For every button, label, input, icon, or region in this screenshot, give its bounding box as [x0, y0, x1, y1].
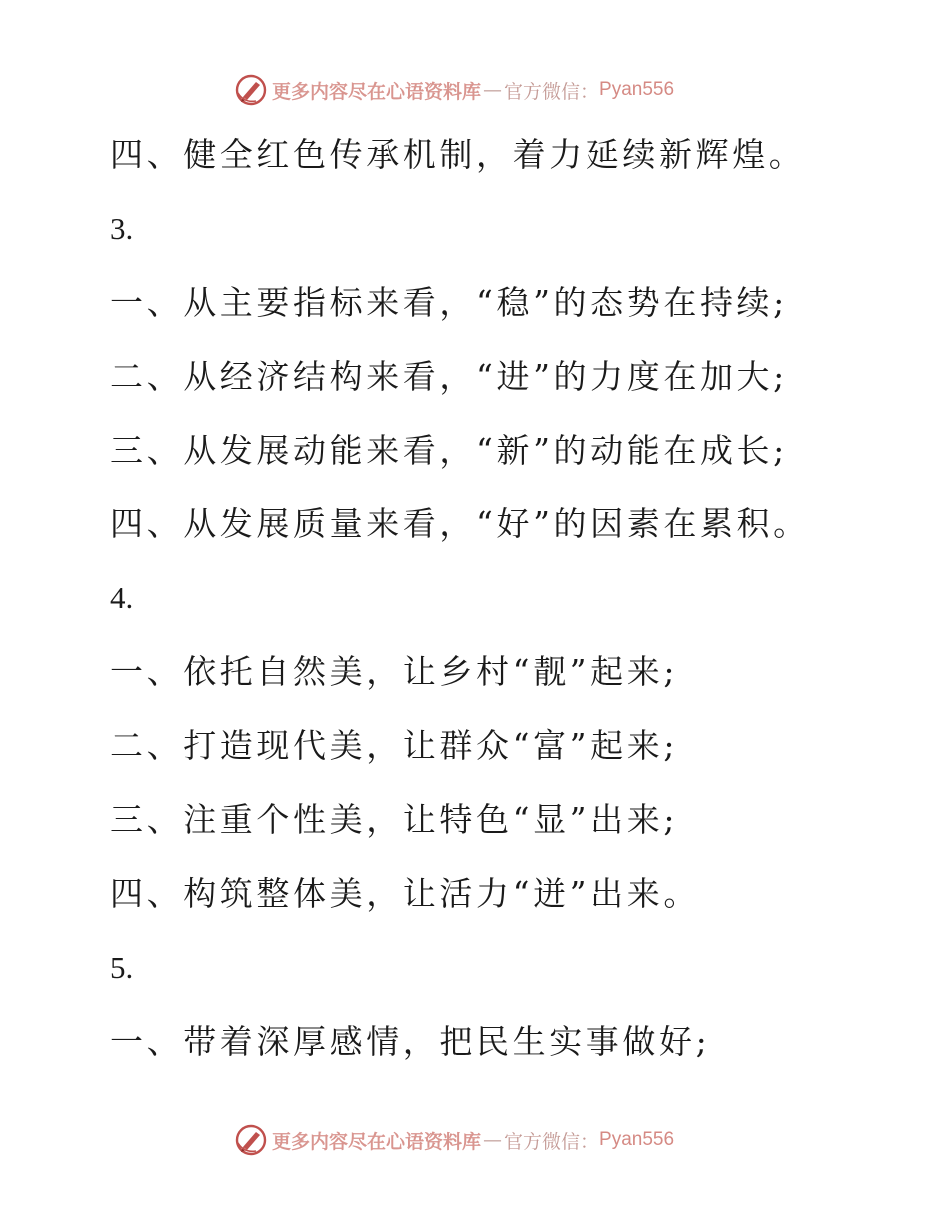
text-line: 一、依托自然美，让乡村“靓”起来; — [110, 652, 679, 692]
text-line: 二、打造现代美，让群众“富”起来; — [110, 726, 679, 766]
header-watermark — [234, 72, 674, 108]
text-line: 一、从主要指标来看，“稳”的态势在持续; — [110, 282, 788, 322]
footer-watermark — [234, 1122, 674, 1158]
watermark-text: 更多内容尽在心语资料库 — [272, 1130, 482, 1153]
watermark-wechat-label: 官方微信： — [504, 1130, 600, 1153]
watermark-text: 更多内容尽在心语资料库 — [272, 80, 482, 103]
watermark-wechat-id: Pyan556 — [599, 1129, 675, 1150]
text-line: 二、从经济结构来看，“进”的力度在加大; — [110, 356, 788, 396]
section-number: 4. — [110, 580, 134, 616]
watermark-dash: — — [483, 1129, 503, 1151]
text-line: 三、从发展动能来看，“新”的动能在成长; — [110, 430, 788, 470]
watermark-wechat-label: 官方微信： — [504, 80, 600, 103]
pen-logo-icon — [234, 73, 268, 107]
section-number: 5. — [110, 949, 134, 985]
watermark-wechat-id: Pyan556 — [599, 79, 675, 100]
text-line: 一、带着深厚感情，把民生实事做好; — [110, 1021, 711, 1061]
text-line: 四、从发展质量来看，“好”的因素在累积。 — [110, 504, 810, 544]
document-body — [110, 118, 890, 1079]
text-line: 三、注重个性美，让特色“显”出来; — [110, 800, 679, 840]
watermark-dash: — — [483, 79, 503, 101]
pen-logo-icon — [234, 1123, 268, 1157]
section-number: 3. — [110, 210, 134, 246]
text-line: 四、构筑整体美，让活力“迸”出来。 — [110, 873, 700, 913]
text-line: 四、健全红色传承机制，着力延续新辉煌。 — [110, 135, 806, 174]
